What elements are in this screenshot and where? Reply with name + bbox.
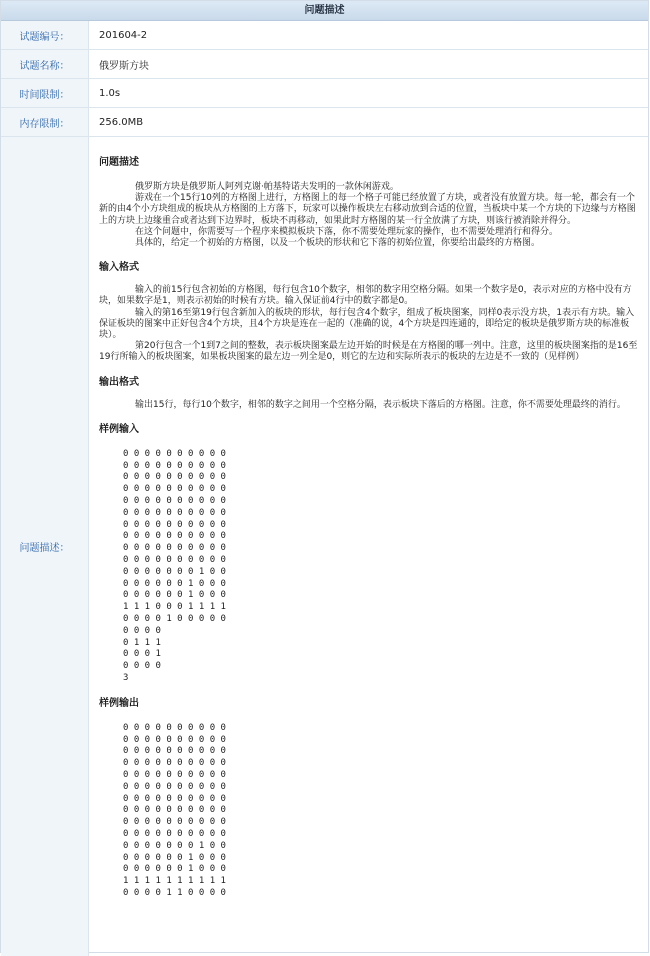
row-description (1, 137, 648, 956)
problem-paragraph: 俄罗斯方块是俄罗斯人阿列克谢·帕基特诺夫发明的一款休闲游戏。 (135, 182, 399, 192)
field-value: 俄罗斯方块 (99, 60, 149, 72)
field-label: 试题名称： (1, 50, 89, 78)
sample-output-block: 0 0 0 0 0 0 0 0 0 0 0 0 0 0 0 0 0 0 0 0 0 0 0 0 0 0 0 0 0 0 0 0 0 0 0 0 0 0 0 0 0 0 0 0 0 0 0 0 0 0 0 0 0 0 0 0 0 0 0 0 0 0 0 0 0 0 0 0 0 0 0 0 0 0 0 0 0 0 0 0 0 0 0 0 0 0 0 0 0 0 0 0 0 0 0 0 0 0 0 0 0 0 0 0 0 0 0 1 0 0 0 0 0 0 0 0 1 0 0 0 0 0 0 0 0 0 1 0 0 0 1 1 1 1 1 1 1 1 1 1 0 0 0 0 1 1 0 0 0 0 (123, 722, 226, 898)
input-paragraph: 第20行包含一个1到7之间的整数，表示板块图案最左边开始的时候是在方格图的哪一列中。注意，这里的板块图案指的是16至19行所输入的板块图案，如果板块图案的最左边一列全是0，则它的左边和实际所表示的板块的左边是不一致的（见样例） (99, 341, 638, 363)
section-heading-sample-input: 样例输入 (99, 423, 139, 435)
sample-input-block: 0 0 0 0 0 0 0 0 0 0 0 0 0 0 0 0 0 0 0 0 0 0 0 0 0 0 0 0 0 0 0 0 0 0 0 0 0 0 0 0 0 0 0 0 0 0 0 0 0 0 0 0 0 0 0 0 0 0 0 0 0 0 0 0 0 0 0 0 0 0 0 0 0 0 0 0 0 0 0 0 0 0 0 0 0 0 0 0 0 0 0 0 0 0 0 0 0 0 0 0 0 0 0 0 0 0 0 1 0 0 0 0 0 0 0 0 1 0 0 0 0 0 0 0 0 0 1 0 0 0 1 1 1 0 0 0 1 1 1 1 0 0 0 0 1 0 0 0 0 0 0 0 0 0 0 1 1 1 0 0 0 1 0 0 0 0 3 (123, 448, 226, 683)
field-label: 内存限制： (1, 108, 89, 136)
field-value: 256.0MB (99, 116, 144, 128)
description-content (89, 137, 648, 956)
field-label: 试题编号： (1, 21, 89, 49)
section-heading-output: 输出格式 (99, 376, 139, 388)
input-paragraph: 输入的第16至第19行包含新加入的板块的形状，每行包含4个数字，组成了板块图案，同样0表示没方块，1表示有方块。输入保证板块的图案中正好包含4个方块，且4个方块是连在一起的（准确的说，4个方块是四连通的，即给定的板块是俄罗斯方块的标准板块）。 (99, 307, 635, 341)
section-heading-problem: 问题描述 (99, 157, 139, 168)
field-label: 时间限制： (1, 79, 89, 107)
table-header: 问题描述 (1, 1, 648, 21)
input-paragraph: 输入的前15行包含初始的方格图，每行包含10个数字，相邻的数字用空格分隔。如果一个数字是0，表示对应的方格中没有方块，如果数字是1，则表示初始的时候有方块。输入保证前4行中的数字都是0。 (99, 285, 632, 307)
problem-paragraph: 在这个问题中，你需要写一个程序来模拟板块下落，你不需要处理玩家的操作，也不需要处理消行和得分。 (135, 226, 559, 237)
section-heading-sample-output: 样例输出 (99, 697, 139, 709)
row-problem-id (1, 21, 648, 50)
row-memory-limit (1, 108, 648, 137)
field-label: 问题描述： (1, 137, 89, 956)
problem-paragraph: 游戏在一个15行10列的方格图上进行，方格图上的每一个格子可能已经放置了方块，或者没有放置方块。每一轮，都会有一个新的由4个小方块组成的板块从方格图的上方落下，玩家可以操作板块左右移动放到合适的位置，当板块中某一个方块的下边缘与方格图上的方块上边缘重合或者达到下边界时，板块不再移动，如果此时方格图的某一行全放满了方块，则该行被消除并得分。 (99, 193, 636, 226)
problem-paragraph: 具体的，给定一个初始的方格图，以及一个板块的形状和它下落的初始位置，你要给出最终的方格图。 (135, 238, 541, 249)
output-paragraph: 输出15行，每行10个数字，相邻的数字之间用一个空格分隔，表示板块下落后的方格图。注意，你不需要处理最终的消行。 (135, 399, 626, 410)
field-value: 201604-2 (99, 29, 148, 41)
row-time-limit (1, 79, 648, 108)
row-problem-name (1, 50, 648, 79)
field-value: 1.0s (99, 87, 121, 99)
section-heading-input: 输入格式 (99, 262, 139, 274)
